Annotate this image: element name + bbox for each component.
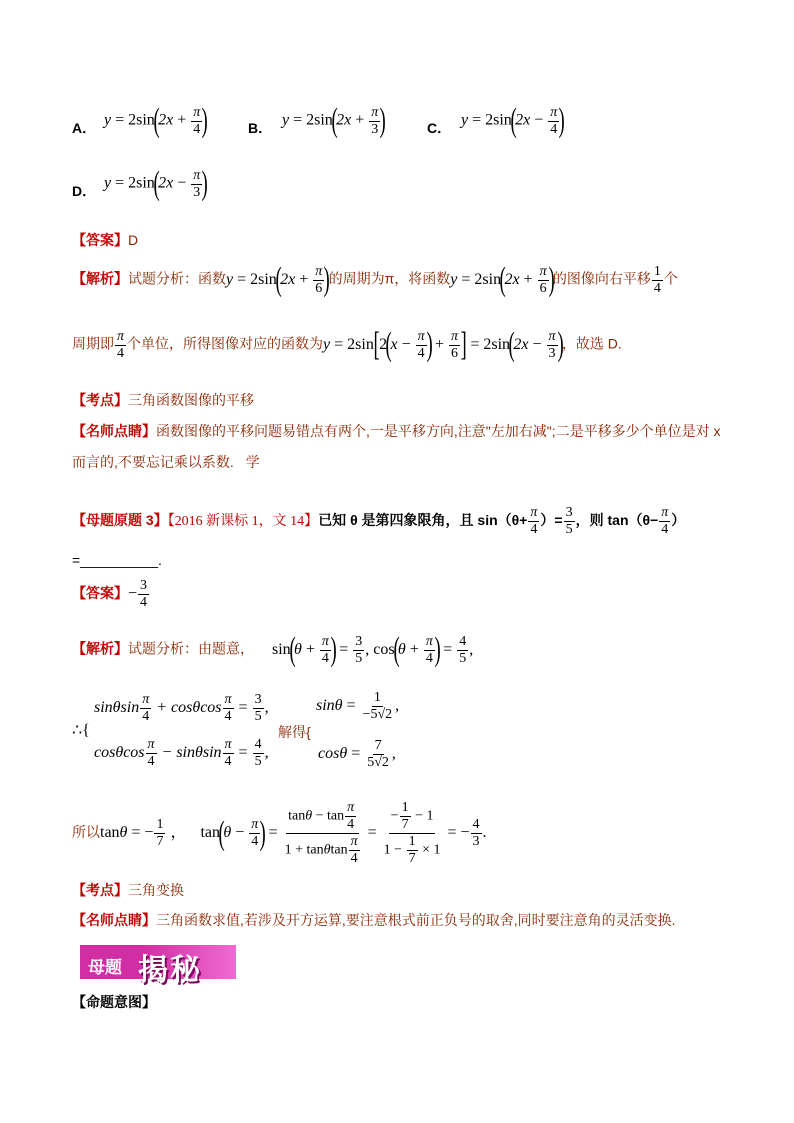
answer-line <box>72 230 138 250</box>
q3-answer-sign: − <box>128 585 138 603</box>
option-b-label: B． <box>248 120 273 136</box>
solve-brace: 解得{ <box>278 724 311 740</box>
so-text: 所以 <box>72 824 100 841</box>
option-c-label: C． <box>427 120 452 136</box>
system-eq-1: sinθsin $\frac{\pi}{4}$ + cosθcos $\frac{\pi}{4}$ = $\frac{3}{5}$ , <box>94 692 269 724</box>
comment-mark: 学 <box>245 454 260 470</box>
point-text: 三角函数图像的平移 <box>128 392 254 408</box>
analysis-text: 周期即 <box>72 335 114 352</box>
q3-analysis-text: 试题分析：由题意， <box>128 640 254 657</box>
solution-cos: cosθ = $\frac{7}{5√2}$ , <box>318 738 396 770</box>
solution-sin: sinθ = $\frac{1}{-5√2}$ , <box>316 690 400 722</box>
comment-text: 函数图像的平移问题易错点有两个,一是平移方向,注意"左加右减";二是平移多少个单位是对 x <box>156 423 721 439</box>
option-d-formula: y = 2sin(2x − $\frac{\pi}{3}$ ) <box>104 165 209 202</box>
therefore-brace: ∴{ <box>72 722 90 739</box>
point-tag: 【考点】 <box>72 392 128 408</box>
q3-point-line <box>72 880 184 900</box>
analysis-text: 个 <box>663 270 678 287</box>
analysis-line-2: 周期即 $\frac{\pi}{4}$ 个单位，所得图像对应的函数为y = 2sin[2(x − $\frac{\pi}{4}$ ) + $\frac{\pi}{6}$ ] = 2sin(2x − $\frac{\pi}{3}$ )，故选 D. <box>72 326 622 363</box>
analysis-line-1: 【解析】试题分析：函数y = 2sin(2x + $\frac{\pi}{6}$ )的周期为π，将函数y = 2sin(2x + $\frac{\pi}{6}$ )的图像向右平移 $\frac{1}{4}$ 个 <box>72 261 678 298</box>
option-a-formula: y = 2sin(2x + $\frac{\pi}{4}$ ) <box>104 102 209 139</box>
banner-big-text: 揭秘 <box>138 954 202 987</box>
section-banner <box>80 945 236 987</box>
q3-answer-line: 【答案】− $\frac{3}{4}$ <box>72 578 148 610</box>
comment-tag: 【名师点睛】 <box>72 423 156 439</box>
intent-tag: 【命题意图】 <box>72 994 156 1010</box>
q3-answer-tag: 【答案】 <box>72 585 128 602</box>
q3-comment-line <box>72 910 676 930</box>
q3-analysis-line-1: 【解析】试题分析：由题意， sin(θ + $\frac{\pi}{4}$ ) = $\frac{3}{5}$ , cos(θ + $\frac{\pi}{4}$ ) = $\frac{4}{5}$ , <box>72 631 474 668</box>
q3-stem-text: ） <box>671 512 686 529</box>
system-eq-2: cosθcos $\frac{\pi}{4}$ − sinθsin $\frac{\pi}{4}$ = $\frac{4}{5}$ , <box>94 737 269 769</box>
analysis-text: 的周期为π，将函数 <box>328 270 451 287</box>
q3-tan-line: 所以tanθ = − $\frac{1}{7}$ ， tan(θ − $\frac{\pi}{4}$ ) = tanθ − tan $\frac{\pi}{4}$ 1 + tanθtan $\frac{\pi}{4}$ = − $\frac{1}{7}$ − 1 1 − $\frac{1}{7}$ × 1 = − $\frac{4}{3}$ . <box>72 800 487 866</box>
analysis-text: 个单位，所得图像对应的函数为 <box>127 335 324 352</box>
banner-small-text: 母题 <box>88 958 122 977</box>
answer-tag: 【答案】 <box>72 232 128 248</box>
q3-stem-text: ，则 tan（θ− <box>575 512 659 529</box>
answer-value: D <box>128 232 139 248</box>
q3-source: 【2016 新课标 1，文 14】 <box>167 514 319 530</box>
option-d-label: D． <box>72 183 97 199</box>
point-line <box>72 390 254 410</box>
comment-line-2 <box>72 452 260 472</box>
q3-stem: 【母题原题 3】【2016 新课标 1，文 14】已知 θ 是第四象限角，且 sin（θ+ $\frac{\pi}{4}$ ）= $\frac{3}{5}$ ，则 tan（θ− $\frac{\pi}{4}$ ） <box>72 505 686 537</box>
q3-comment-text: 三角函数求值,若涉及开方运算,要注意根式前正负号的取舍,同时要注意角的灵活变换. <box>156 912 676 928</box>
analysis-text: 试题分析：函数 <box>128 270 226 287</box>
analysis-tag: 【解析】 <box>72 270 128 287</box>
q3-point-text: 三角变换 <box>128 882 184 898</box>
analysis-text: ，故选 D. <box>561 335 622 352</box>
option-a-label: A． <box>72 120 97 136</box>
q3-point-tag: 【考点】 <box>72 882 128 898</box>
q3-tag: 【母题原题 3】 <box>72 512 168 529</box>
option-c-formula: y = 2sin(2x − $\frac{\pi}{4}$ ) <box>461 102 566 139</box>
option-b-formula: y = 2sin(2x + $\frac{\pi}{3}$ ) <box>282 102 387 139</box>
comment-text: 而言的,不要忘记乘以系数. <box>72 454 234 470</box>
q3-analysis-tag: 【解析】 <box>72 640 128 657</box>
q3-stem-text: 已知 θ 是第四象限角，且 sin（θ+ <box>318 512 528 529</box>
analysis-text: 的图像向右平移 <box>552 270 651 287</box>
comment-line-1 <box>72 421 721 441</box>
q3-stem-text: ）= <box>540 512 563 529</box>
q3-comment-tag: 【名师点睛】 <box>72 912 156 928</box>
q3-blank: =__________. <box>72 552 162 568</box>
